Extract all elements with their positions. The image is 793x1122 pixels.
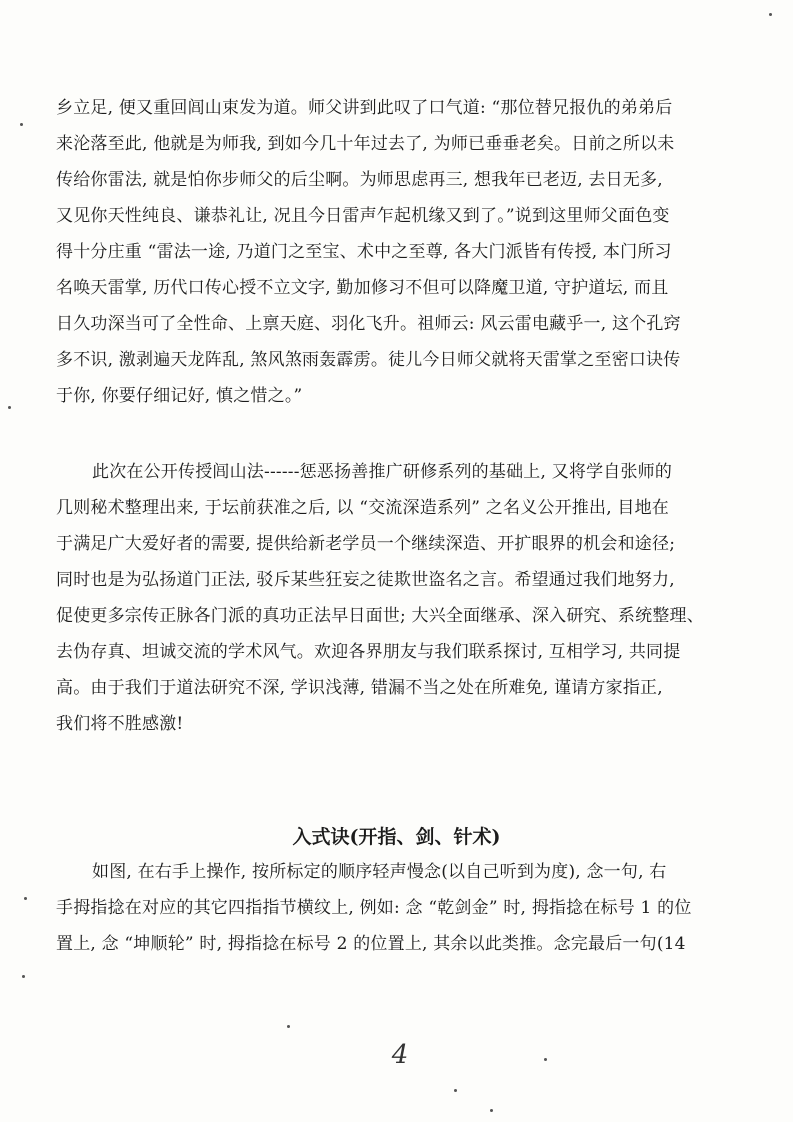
text-line: 促使更多宗传正脉各门派的真功正法早日面世; 大兴全面继承、深入研究、系统整理、 xyxy=(56,606,704,626)
scan-speck xyxy=(287,1025,290,1028)
text-line: 高。由于我们于道法研究不深, 学识浅薄, 错漏不当之处在所难免, 谨请方家指正, xyxy=(56,678,663,698)
scan-speck xyxy=(769,13,772,16)
scan-speck xyxy=(20,123,23,126)
text-line: 去伪存真、坦诚交流的学术风气。欢迎各界朋友与我们联系探讨, 互相学习, 共同提 xyxy=(56,642,681,662)
scan-speck xyxy=(8,406,11,409)
text-line: 置上, 念 “坤顺轮” 时, 拇指捻在标号 2 的位置上, 其余以此类推。念完最后一句(14 xyxy=(56,934,686,954)
scan-speck xyxy=(490,1109,493,1112)
section-heading: 入式诀(开指、剑、针术) xyxy=(292,826,501,848)
text-line: 几则秘术整理出来, 于坛前获准之后, 以 “交流深造系列” 之名义公开推出, 目地在 xyxy=(56,498,670,518)
scan-speck xyxy=(22,975,25,978)
text-line: 名唤天雷掌, 历代口传心授不立文字, 勤加修习不但可以降魔卫道, 守护道坛, 而且 xyxy=(56,278,669,298)
text-line: 手拇指捻在对应的其它四指指节横纹上, 例如: 念 “乾剑金” 时, 拇指捻在标号 1 的位 xyxy=(56,898,692,918)
scan-speck xyxy=(24,897,27,900)
text-line: 日久功深当可了全性命、上禀天庭、羽化飞升。祖师云: 风云雷电藏乎一, 这个孔窍 xyxy=(56,314,681,334)
text-line: 又见你天性纯良、谦恭礼让, 况且今日雷声乍起机缘又到了。”说到这里师父面色变 xyxy=(56,206,670,226)
scan-speck xyxy=(454,1089,457,1092)
text-line: 于你, 你要仔细记好, 慎之惜之。” xyxy=(56,386,303,406)
text-line: 同时也是为弘扬道门正法, 驳斥某些狂妄之徒欺世盗名之言。希望通过我们地努力, xyxy=(56,570,675,590)
text-line: 得十分庄重 “雷法一途, 乃道门之至宝、术中之至尊, 各大门派皆有传授, 本门所习 xyxy=(56,242,672,262)
page-number: 4 xyxy=(391,1040,409,1070)
text-line: 我们将不胜感激! xyxy=(56,714,184,734)
text-line: 来沦落至此, 他就是为师我, 到如今几十年过去了, 为师已垂垂老矣。日前之所以未 xyxy=(56,134,675,154)
text-line: 于满足广大爱好者的需要, 提供给新老学员一个继续深造、开扩眼界的机会和途径; xyxy=(56,534,676,554)
text-line: 多不识, 激剥遍天龙阵乱, 煞风煞雨轰霹雳。徒儿今日师父就将天雷掌之至密口诀传 xyxy=(56,350,681,370)
paragraph-first-line: 此次在公开传授闾山法------惩恶扬善推广研修系列的基础上, 又将学自张师的 xyxy=(92,462,673,482)
text-line: 传给你雷法, 就是怕你步师父的后尘啊。为师思虑再三, 想我年已老迈, 去日无多, xyxy=(56,170,663,190)
text-line: 乡立足, 便又重回闾山束发为道。师父讲到此叹了口气道: “那位替兄报仇的弟弟后 xyxy=(56,98,673,118)
scan-speck xyxy=(544,1058,547,1061)
paragraph-first-line: 如图, 在右手上操作, 按所标定的顺序轻声慢念(以自己听到为度), 念一句, 右 xyxy=(92,862,667,882)
